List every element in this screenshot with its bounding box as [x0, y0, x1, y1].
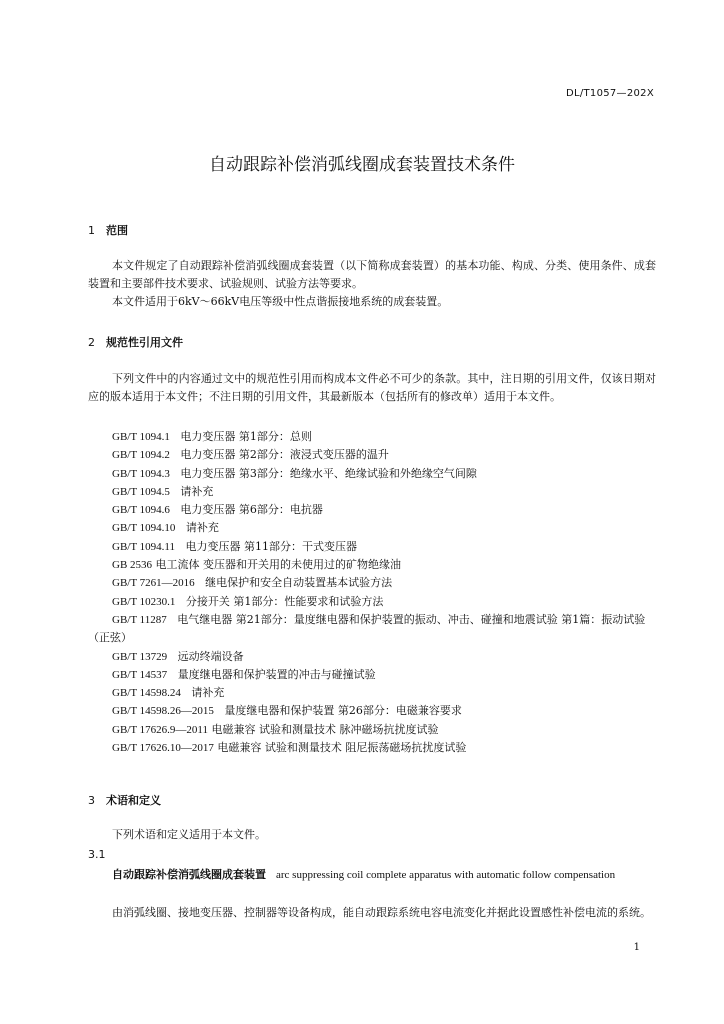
- reference-title: 电力变压器 第2部分：液浸式变压器的温升: [180, 448, 389, 462]
- section-title: 术语和定义: [106, 794, 161, 807]
- section-title: 规范性引用文件: [106, 336, 183, 349]
- reference-item: [88, 684, 656, 702]
- section-heading-normative-references: [88, 334, 183, 350]
- reference-title: 电磁兼容 试验和测量技术 阻尼振荡磁场抗扰度试验: [217, 741, 467, 755]
- reference-title: 继电保护和安全自动装置基本试验方法: [205, 576, 393, 590]
- reference-code: GB 2536: [112, 559, 153, 572]
- reference-title: 电力变压器 第3部分：绝缘水平、绝缘试验和外绝缘空气间隙: [180, 466, 477, 480]
- reference-code: GB/T 1094.2: [112, 449, 170, 462]
- reference-code: GB/T 11287: [112, 613, 167, 626]
- section-number: 2: [88, 336, 95, 349]
- reference-code: GB/T 1094.6: [112, 504, 170, 517]
- reference-code: GB/T 13729: [112, 650, 168, 663]
- reference-title: 量度继电器和保护装置的冲击与碰撞试验: [177, 667, 376, 681]
- reference-code: GB/T 1094.5: [112, 485, 170, 498]
- reference-list: [88, 428, 656, 757]
- term-definition: 由消弧线圈、接地变压器、控制器等设备构成，能自动跟踪系统电容电流变化并据此设置感性补偿电流的系统。: [112, 906, 651, 919]
- reference-code: GB/T 1094.11: [112, 540, 175, 553]
- reference-title: 电工流体 变压器和开关用的未使用过的矿物绝缘油: [155, 558, 402, 572]
- reference-code: GB/T 17626.9—2011: [112, 723, 208, 736]
- scope-paragraph-2: 本文件适用于6kV～66kV电压等级中性点谐振接地系统的成套装置。: [112, 295, 449, 308]
- reference-code: GB/T 10230.1: [112, 595, 176, 608]
- reference-code: GB/T 17626.10—2017: [112, 742, 214, 755]
- document-title: 自动跟踪补偿消弧线圈成套装置技术条件: [209, 155, 515, 175]
- reference-code: GB/T 14537: [112, 668, 168, 681]
- reference-code: GB/T 1094.3: [112, 467, 170, 480]
- reference-item: [88, 611, 656, 648]
- scope-paragraph-1: 本文件规定了自动跟踪补偿消弧线圈成套装置（以下简称成套装置）的基本功能、构成、分类、使用条件、成套装置和主要部件技术要求、试验规则、试验方法等要求。: [88, 259, 656, 290]
- reference-item: [88, 648, 656, 666]
- reference-title: 电磁兼容 试验和测量技术 脉冲磁场抗扰度试验: [211, 722, 439, 736]
- reference-title: 分接开关 第1部分：性能要求和试验方法: [185, 594, 384, 608]
- references-intro-paragraph: 下列文件中的内容通过文中的规范性引用而构成本文件必不可少的条款。其中，注日期的引用文件，仅该日期对应的版本适用于本文件；不注日期的引用文件，其最新版本（包括所有的修改单）适用于本文件。: [88, 372, 656, 403]
- reference-item: [88, 593, 656, 611]
- reference-title: 请补充: [185, 521, 219, 535]
- section-title: 范围: [106, 224, 128, 237]
- reference-title: 电气继电器 第21部分：量度继电器和保护装置的振动、冲击、碰撞和地震试验 第1篇：振动试验（正弦）: [88, 612, 646, 645]
- reference-title: 量度继电器和保护装置 第26部分：电磁兼容要求: [224, 704, 462, 718]
- reference-item: [88, 483, 656, 501]
- reference-item: [88, 556, 656, 574]
- reference-item: [88, 574, 656, 592]
- reference-code: GB/T 1094.1: [112, 431, 170, 443]
- reference-title: 远动终端设备: [177, 649, 244, 663]
- reference-item: [88, 465, 656, 483]
- reference-code: GB/T 14598.26—2015: [112, 705, 214, 718]
- page-number: 1: [633, 942, 640, 953]
- reference-item: [88, 666, 656, 684]
- reference-item: [88, 519, 656, 537]
- reference-title: 请补充: [180, 484, 214, 498]
- section-heading-terms: [88, 792, 161, 808]
- term-number: 3.1: [88, 848, 106, 861]
- reference-item: [88, 721, 656, 739]
- terms-intro-paragraph: 下列术语和定义适用于本文件。: [112, 828, 266, 841]
- term-entry: [88, 866, 656, 884]
- reference-title: 电力变压器 第1部分：总则: [180, 430, 312, 443]
- section-number: 1: [88, 224, 95, 237]
- section-number: 3: [88, 794, 95, 807]
- reference-code: GB/T 7261—2016: [112, 577, 195, 590]
- reference-item: [88, 538, 656, 556]
- document-code: DL/T1057—202X: [565, 88, 654, 99]
- reference-item: [88, 501, 656, 519]
- reference-item: [88, 739, 656, 757]
- section-heading-scope: [88, 222, 128, 238]
- reference-item: [88, 446, 656, 464]
- reference-item: [88, 702, 656, 720]
- reference-item: [88, 428, 656, 446]
- reference-title: 请补充: [191, 686, 225, 700]
- term-english-name: arc suppressing coil complete apparatus with automatic follow compensation: [276, 869, 616, 881]
- reference-title: 电力变压器 第11部分：干式变压器: [185, 539, 357, 553]
- reference-title: 电力变压器 第6部分：电抗器: [180, 503, 323, 517]
- term-chinese-name: 自动跟踪补偿消弧线圈成套装置: [112, 868, 266, 881]
- reference-code: GB/T 1094.10: [112, 522, 176, 535]
- reference-code: GB/T 14598.24: [112, 687, 181, 700]
